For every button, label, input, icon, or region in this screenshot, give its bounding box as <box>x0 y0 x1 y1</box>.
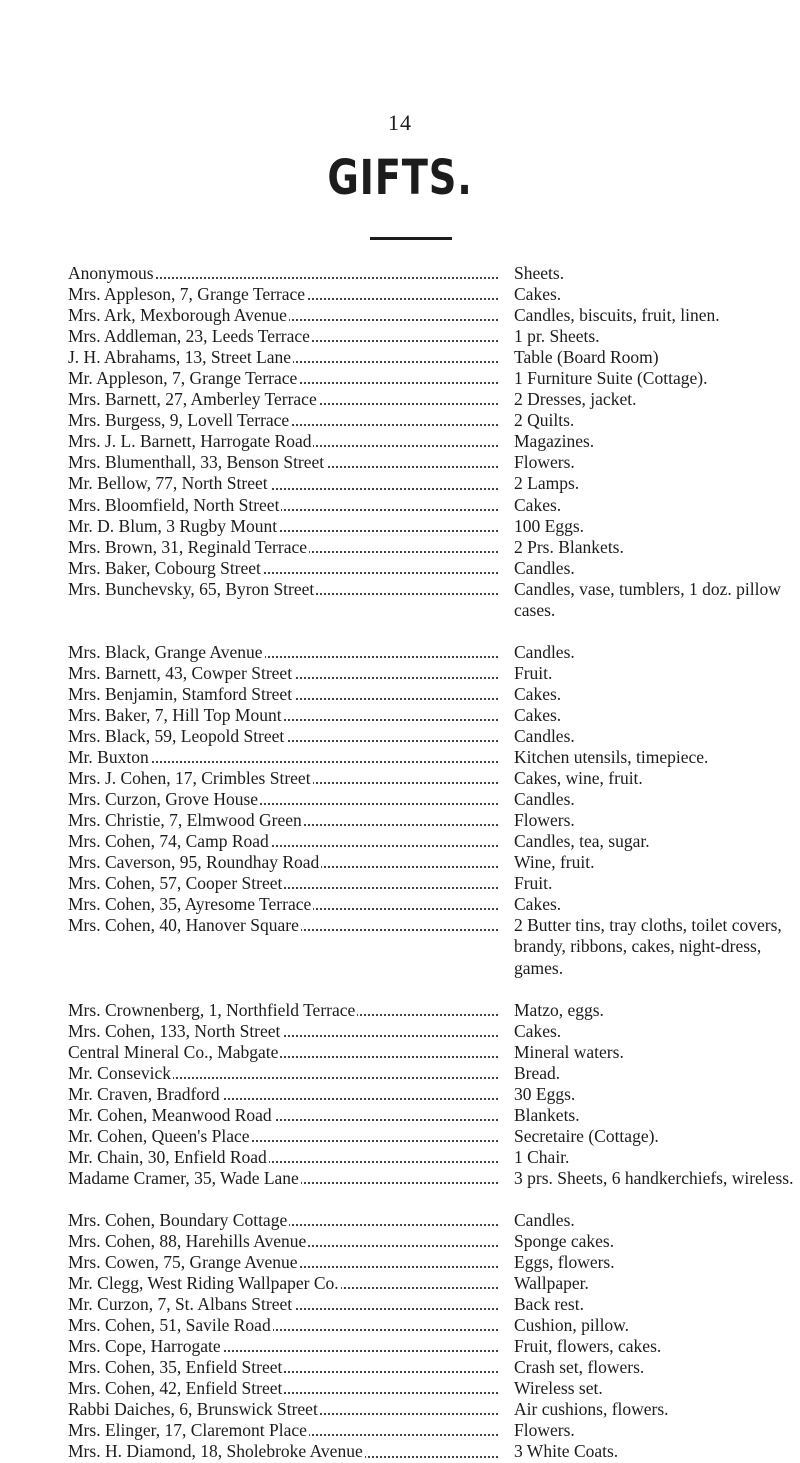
gift-description: Wallpaper. <box>514 1273 589 1294</box>
gift-description: 2 Butter tins, tray cloths, toilet covers, brandy, ribbons, cakes, night-dress, games. <box>514 915 782 978</box>
list-item <box>68 1231 788 1252</box>
donor-cell <box>68 347 498 368</box>
donor-name: Mrs. Bunchevsky, 65, Byron Street <box>68 578 315 599</box>
donor-name: Mrs. Christie, 7, Elmwood Green <box>68 810 302 831</box>
donor-name: Mrs. Cowen, 75, Grange Avenue <box>68 1252 298 1273</box>
gift-description: Candles, biscuits, fruit, linen. <box>514 305 720 326</box>
donor-name: Mrs. Black, 59, Leopold Street <box>68 725 285 746</box>
donor-cell <box>68 852 498 873</box>
list-item <box>68 452 788 473</box>
donor-name: Mrs. Blumenthall, 33, Benson Street <box>68 452 325 473</box>
list-item <box>68 1063 788 1084</box>
donor-name: Mrs. Burgess, 9, Lovell Terrace <box>68 410 290 431</box>
donor-cell <box>68 663 498 684</box>
donor-cell <box>68 1084 498 1105</box>
donor-cell <box>68 873 498 894</box>
donor-cell <box>68 1273 498 1294</box>
donor-cell <box>68 368 498 389</box>
gift-description: Fruit. <box>514 662 553 683</box>
list-item <box>68 1167 794 1189</box>
donor-cell <box>68 768 498 789</box>
donor-name: Mrs. J. Cohen, 17, Crimbles Street <box>68 768 311 789</box>
donor-name: Mrs. Cohen, 42, Enfield Street <box>68 1378 283 1399</box>
list-item <box>68 1126 788 1147</box>
gift-description: Blankets. <box>514 1104 580 1125</box>
gift-description: Air cushions, flowers. <box>514 1399 669 1420</box>
gift-description: 2 Dresses, jacket. <box>514 389 637 410</box>
donor-cell <box>68 642 498 663</box>
list-item <box>68 558 788 579</box>
donor-cell <box>68 1168 498 1189</box>
list-item <box>68 263 788 284</box>
donor-name: Mr. Chain, 30, Enfield Road <box>68 1146 267 1167</box>
list-item <box>68 495 788 516</box>
list-item <box>68 1273 788 1294</box>
gift-description: Sheets. <box>514 263 565 283</box>
donor-name: Mrs. Crownenberg, 1, Northfield Terrace <box>68 999 356 1020</box>
list-item <box>68 705 788 726</box>
donor-cell <box>68 558 498 579</box>
list-item <box>68 1357 788 1378</box>
list-item <box>68 347 788 368</box>
donor-cell <box>68 1399 498 1420</box>
gift-description: Flowers. <box>514 1420 575 1441</box>
donor-cell <box>68 1231 498 1252</box>
donor-name: Mrs. Baker, 7, Hill Top Mount <box>68 704 282 725</box>
gift-description: Matzo, eggs. <box>514 999 604 1020</box>
list-item <box>68 1315 788 1336</box>
donor-name: Mrs. Appleson, 7, Grange Terrace <box>68 284 306 305</box>
gift-description: 2 Quilts. <box>514 410 575 431</box>
donor-name: Mrs. Curzon, Grove House <box>68 789 259 810</box>
gift-description: Back rest. <box>514 1294 584 1315</box>
donor-cell <box>68 684 498 705</box>
gift-description: Fruit, flowers, cakes. <box>514 1336 662 1357</box>
donor-name: Mrs. Cohen, 35, Enfield Street <box>68 1357 283 1378</box>
gift-description: Flowers. <box>514 810 575 831</box>
gift-description: 2 Prs. Blankets. <box>514 536 624 557</box>
gift-description: 1 pr. Sheets. <box>514 326 600 347</box>
donor-cell <box>68 1126 498 1147</box>
donor-cell <box>68 1336 498 1357</box>
gift-description: Candles. <box>514 641 575 662</box>
gift-description: Secretaire (Cottage). <box>514 1125 659 1146</box>
donor-name: Mrs. Barnett, 43, Cowper Street <box>68 662 293 683</box>
gift-description: Cakes. <box>514 683 562 704</box>
donor-name: Mrs. Elinger, 17, Claremont Place <box>68 1420 307 1441</box>
donor-cell <box>68 410 498 431</box>
list-item <box>68 579 788 621</box>
list-item <box>68 1210 788 1231</box>
gift-description: Sponge cakes. <box>514 1231 615 1252</box>
gift-description: Eggs, flowers. <box>514 1252 615 1273</box>
list-item <box>68 431 788 452</box>
gift-description: Cakes. <box>514 284 562 305</box>
donor-name: Mrs. Caverson, 95, Roundhay Road <box>68 852 320 873</box>
list-item <box>68 1042 788 1063</box>
donor-name: Mrs. Black, Grange Avenue <box>68 641 263 662</box>
donor-name: Mr. Buxton <box>68 747 149 768</box>
donor-cell <box>68 1042 498 1063</box>
donor-name: Mrs. Baker, Cobourg Street <box>68 557 261 578</box>
donor-name: Mrs. Bloomfield, North Street <box>68 494 280 515</box>
donor-cell <box>68 1378 498 1399</box>
donor-cell <box>68 431 498 452</box>
list-item <box>68 1021 788 1042</box>
donor-cell <box>68 1252 498 1273</box>
donor-name: Mrs. Cohen, 40, Hanover Square <box>68 915 299 936</box>
list-item <box>68 852 788 873</box>
gift-description: Flowers. <box>514 452 575 473</box>
gift-description: Fruit. <box>514 873 553 894</box>
donor-cell <box>68 326 498 347</box>
gift-description: 2 Lamps. <box>514 473 580 494</box>
gift-description: Table (Board Room) <box>514 347 659 368</box>
donor-cell <box>68 810 498 831</box>
list-item <box>68 684 788 705</box>
list-item <box>68 516 788 537</box>
donor-name: Mrs. Cope, Harrogate <box>68 1336 221 1357</box>
donor-name: Mr. Clegg, West Riding Wallpaper Co. <box>68 1273 339 1294</box>
donor-cell <box>68 789 498 810</box>
donor-cell <box>68 579 498 600</box>
list-item <box>68 768 788 789</box>
list-item <box>68 1336 788 1357</box>
donor-name: Mrs. Benjamin, Stamford Street <box>68 683 293 704</box>
gift-description: Cakes. <box>514 1020 562 1041</box>
donor-name: J. H. Abrahams, 13, Street Lane <box>68 347 292 368</box>
donor-cell <box>68 894 498 915</box>
donor-name: Mr. Cohen, Meanwood Road <box>68 1104 272 1125</box>
donor-cell <box>68 1063 498 1084</box>
list-item <box>68 1294 788 1315</box>
donor-cell <box>68 516 498 537</box>
donor-name: Mrs. H. Diamond, 18, Sholebroke Avenue <box>68 1441 363 1462</box>
gift-description: 3 prs. Sheets, 6 handkerchiefs, wireless. <box>514 1167 794 1188</box>
gift-description: Magazines. <box>514 431 595 452</box>
donor-name: Mr. Appleson, 7, Grange Terrace <box>68 368 298 389</box>
donor-name: Anonymous <box>68 263 154 283</box>
list-item <box>68 1399 788 1420</box>
donor-name: Mrs. Cohen, 74, Camp Road <box>68 831 269 852</box>
list-item <box>68 915 788 978</box>
donor-cell <box>68 1357 498 1378</box>
donor-cell <box>68 747 498 768</box>
donor-name: Mrs. Cohen, 133, North Street <box>68 1020 281 1041</box>
list-item <box>68 1441 788 1462</box>
gift-description: Candles. <box>514 557 575 578</box>
list-item <box>68 1420 788 1441</box>
donor-cell <box>68 1294 498 1315</box>
donor-name: Mr. Bellow, 77, North Street <box>68 473 268 494</box>
gift-description: Cakes. <box>514 704 562 725</box>
donor-cell <box>68 1441 498 1462</box>
gift-description: Cushion, pillow. <box>514 1315 630 1336</box>
list-item <box>68 368 788 389</box>
donor-cell <box>68 1021 498 1042</box>
gift-description: Candles. <box>514 1209 575 1230</box>
gift-description: Bread. <box>514 1062 561 1083</box>
donor-cell <box>68 537 498 558</box>
gift-description: Cakes. <box>514 894 562 915</box>
list-item <box>68 810 788 831</box>
donor-name: Mrs. Cohen, Boundary Cottage <box>68 1209 288 1230</box>
donor-cell <box>68 389 498 410</box>
list-item <box>68 326 788 347</box>
donor-name: Mrs. Cohen, 88, Harehills Avenue <box>68 1231 307 1252</box>
donor-cell <box>68 1147 498 1168</box>
donor-cell <box>68 473 498 494</box>
gift-description: 3 White Coats. <box>514 1441 619 1462</box>
list-item <box>68 537 788 558</box>
donor-name: Mr. Craven, Bradford <box>68 1083 220 1104</box>
donor-name: Mrs. Cohen, 35, Ayresome Terrace <box>68 894 312 915</box>
gift-description: Candles. <box>514 789 575 810</box>
list-item <box>68 1000 788 1021</box>
donor-name: Mrs. J. L. Barnett, Harrogate Road <box>68 431 312 452</box>
donor-cell <box>68 452 498 473</box>
gift-description: 100 Eggs. <box>514 515 584 536</box>
list-item <box>68 831 788 852</box>
list-item <box>68 789 788 810</box>
list-item <box>68 873 788 894</box>
donor-cell <box>68 1105 498 1126</box>
list-item <box>68 1147 788 1168</box>
gift-description: Candles. <box>514 725 575 746</box>
list-item <box>68 1084 788 1105</box>
donor-cell <box>68 284 498 305</box>
gift-description: Mineral waters. <box>514 1041 624 1062</box>
gift-description: 30 Eggs. <box>514 1083 576 1104</box>
list-item <box>68 1105 788 1126</box>
donor-name: Mr. Curzon, 7, St. Albans Street <box>68 1294 293 1315</box>
gift-description: 1 Chair. <box>514 1146 570 1167</box>
gift-description: Crash set, flowers. <box>514 1357 645 1378</box>
list-item <box>68 473 788 494</box>
list-item <box>68 642 788 663</box>
list-item <box>68 1252 788 1273</box>
gift-description: Wireless set. <box>514 1378 603 1399</box>
gift-description: Candles, vase, tumblers, 1 doz. pillow cases. <box>514 578 781 620</box>
list-item <box>68 663 788 684</box>
donor-name: Mrs. Cohen, 51, Savile Road <box>68 1315 271 1336</box>
donor-name: Rabbi Daiches, 6, Brunswick Street <box>68 1399 318 1420</box>
list-item <box>68 747 788 768</box>
gift-list <box>68 263 794 1463</box>
donor-cell <box>68 1000 498 1021</box>
donor-name: Mrs. Cohen, 57, Cooper Street <box>68 873 283 894</box>
donor-cell <box>68 831 498 852</box>
list-item <box>68 726 788 747</box>
donor-cell <box>68 495 498 516</box>
donor-name: Mrs. Brown, 31, Reginald Terrace <box>68 536 308 557</box>
donor-name: Mr. Cohen, Queen's Place <box>68 1125 250 1146</box>
donor-cell <box>68 705 498 726</box>
donor-cell <box>68 1315 498 1336</box>
donor-cell <box>68 305 498 326</box>
page-number: 14 <box>388 110 412 135</box>
page-title: GIFTS. <box>327 150 473 206</box>
title-divider <box>370 237 452 240</box>
donor-name: Mrs. Addleman, 23, Leeds Terrace <box>68 326 310 347</box>
list-item <box>68 410 788 431</box>
donor-name: Central Mineral Co., Mabgate <box>68 1041 279 1062</box>
gift-description: Cakes, wine, fruit. <box>514 768 643 789</box>
list-item <box>68 389 788 410</box>
list-item <box>68 305 788 326</box>
list-item <box>68 894 788 915</box>
donor-cell <box>68 915 498 936</box>
list-item <box>68 1378 788 1399</box>
list-item <box>68 284 788 305</box>
gift-description: 1 Furniture Suite (Cottage). <box>514 368 708 389</box>
donor-cell <box>68 1210 498 1231</box>
donor-cell <box>68 1420 498 1441</box>
donor-name: Madame Cramer, 35, Wade Lane <box>68 1167 299 1188</box>
gift-description: Cakes. <box>514 494 562 515</box>
donor-name: Mr. D. Blum, 3 Rugby Mount <box>68 515 278 536</box>
gift-description: Candles, tea, sugar. <box>514 831 650 852</box>
gift-description: Kitchen utensils, timepiece. <box>514 747 709 768</box>
donor-name: Mr. Consevick <box>68 1062 172 1083</box>
donor-name: Mrs. Barnett, 27, Amberley Terrace <box>68 389 317 410</box>
donor-name: Mrs. Ark, Mexborough Avenue <box>68 305 287 326</box>
gift-description: Wine, fruit. <box>514 852 595 873</box>
donor-cell <box>68 726 498 747</box>
donor-cell <box>68 263 498 284</box>
